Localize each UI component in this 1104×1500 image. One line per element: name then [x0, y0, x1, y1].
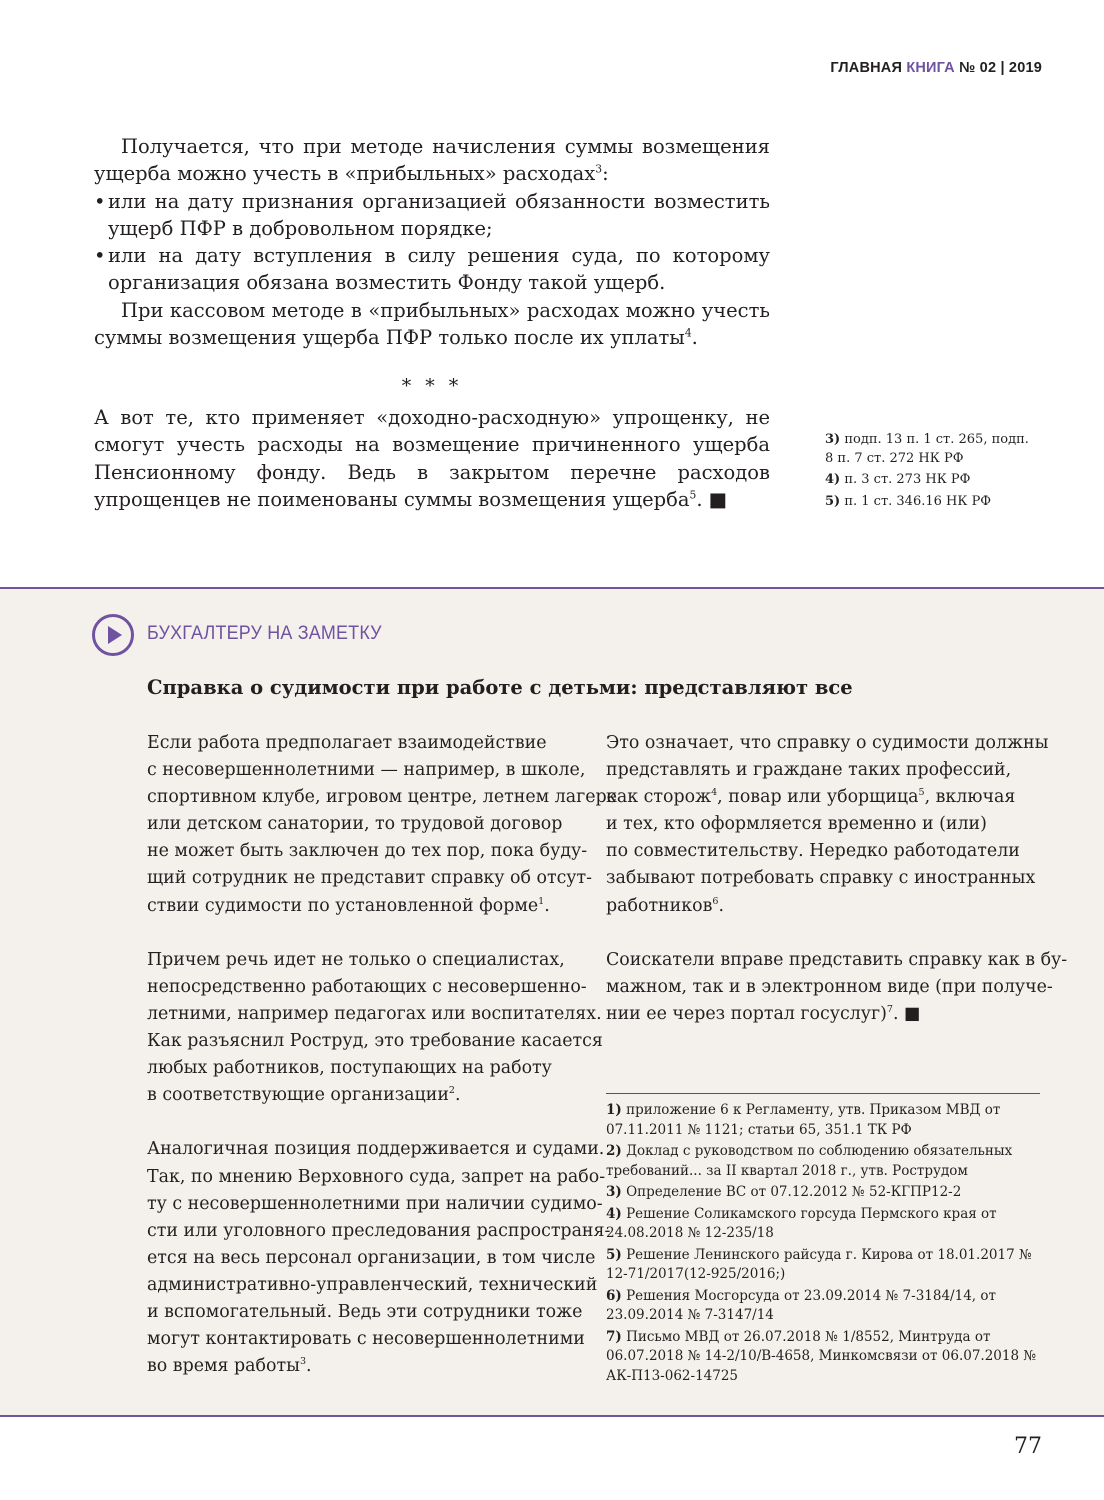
footnote: 3) Определение ВС от 07.12.2012 № 52-КГПР12-2: [606, 1184, 962, 1200]
footnote: 2) Доклад с руководством по соблюдению обязательных требований... за II квартал 2018 г., утв. Рострудом: [606, 1143, 1013, 1179]
section-separator: * * *: [401, 375, 463, 397]
footnote: 1) приложение 6 к Регламенту, утв. Приказом МВД от 07.11.2011 № 1121; статьи 65, 351.1 ТК РФ: [606, 1102, 1001, 1138]
magazine-masthead: [830, 60, 1042, 76]
article-paragraph: Получается, что при методе начисления суммы возмещения ущерба можно учесть в «прибыльных» расходах$^3$:: [94, 135, 770, 186]
footnote-ref: 1: [538, 895, 545, 907]
end-mark: ■: [708, 487, 728, 511]
brand-accent: КНИГА: [906, 60, 955, 76]
footnote-ref: 5: [918, 787, 925, 799]
box-paragraph: Причем речь идет не только о специалистах, непосредственно работающих с несовершенно- летними, например педагогах или воспитателях. Как разъяснил Роструд, это требование касается любых работников, поступающих на работу в соответствующие организации$^2$.: [147, 949, 603, 1106]
footnote: 3) подп. 13 п. 1 ст. 265, подп. 8 п. 7 ст. 272 НК РФ: [825, 432, 1029, 466]
footnote: 4) п. 3 ст. 273 НК РФ: [825, 472, 971, 487]
footnote-ref: 4: [684, 326, 692, 340]
footnote-ref: 3: [595, 162, 603, 176]
footnote-ref: 6: [712, 895, 719, 907]
footnote-ref: 5: [689, 488, 697, 502]
footnote: 4) Решение Соликамского горсуда Пермского края от 24.08.2018 № 12-235/18: [606, 1205, 997, 1241]
box-footnotes: [606, 1101, 1042, 1388]
footnote: 5) Решение Ленинского райсуда г. Кирова от 18.01.2017 № 12-71/2017(12-925/2016;): [606, 1246, 1032, 1282]
footnote-ref: 3: [299, 1356, 307, 1368]
footnote-ref: 2: [448, 1085, 456, 1097]
article-paragraph: А вот те, кто применяет «доходно-расходную» упрощенку, не смогут учесть расходы на возмещение причиненного ущерба Пенсионному фонду. Ведь в закрытом перечне расходов упрощенцев не поименованы суммы возмещения ущерба$^5$. ■: [94, 406, 770, 511]
footnote-divider: [606, 1093, 1040, 1094]
article-body: [94, 133, 770, 351]
box-right-column: [606, 730, 1068, 1055]
play-icon: [92, 614, 134, 656]
box-paragraph: Это означает, что справку о судимости должны представлять и граждане таких профессий, как сторож$^4$, повар или уборщица$^5$, включая и тех, кто оформляется временно и (или) по совместительству. Нередко работодатели забывают потребовать справку с иностранных работников$^6$.: [606, 733, 1049, 916]
issue-number: № 02 | 2019: [959, 60, 1042, 76]
article-paragraph: При кассовом методе в «прибыльных» расходах можно учесть суммы возмещения ущерба ПФР только после их уплаты$^4$.: [94, 298, 770, 350]
bullet-item: • или на дату вступления в силу решения суда, по которому организация обязана возместить Фонду такой ущерб.: [94, 244, 770, 295]
box-title: Справка о судимости при работе с детьми: представляют все: [147, 676, 853, 699]
box-paragraph: Если работа предполагает взаимодействие с несовершеннолетними — например, в школе, спортивном клубе, игровом центре, летнем лагере или детском санатории, то трудовой договор не может быть заключен до тех пор, пока буду- щий сотрудник не представит справку об отсут- ствии судимости по установленной форме$^1$.: [147, 733, 617, 916]
box-left-column: [147, 730, 617, 1407]
brand-name: ГЛАВНАЯ: [830, 60, 903, 76]
bullet-item: • или на дату признания организацией обязанности возместить ущерб ПФР в добровольном порядке;: [94, 189, 770, 240]
box-paragraph: Аналогичная позиция поддерживается и судами. Так, по мнению Верховного суда, запрет на рабо- ту с несовершеннолетними при наличии судимо- сти или уголовного преследования распространя- ется на весь персонал организации, в том числе административно-управленческий, технический и вспомогательный. Ведь эти сотрудники тоже могут контактировать с несовершеннолетними во время работы$^3$.: [147, 1139, 611, 1377]
footnote-ref: 7: [886, 1004, 893, 1016]
footnote-ref: 4: [711, 787, 718, 799]
page-number: 77: [1014, 1434, 1042, 1459]
footnote: 6) Решения Мосгорсуда от 23.09.2014 № 7-3184/14, от 23.09.2014 № 7-3147/14: [606, 1287, 996, 1323]
footnote: 5) п. 1 ст. 346.16 НК РФ: [825, 493, 992, 509]
box-label: БУХГАЛТЕРУ НА ЗАМЕТКУ: [147, 622, 382, 644]
footnote: 7) Письмо МВД от 26.07.2018 № 1/8552, Минтруда от 06.07.2018 № 14-2/10/В-4658, Минкомсвязи от 06.07.2018 № АК-П13-062-14725: [606, 1328, 1037, 1384]
box-paragraph: Соискатели вправе представить справку как в бу- мажном, так и в электронном виде (при получе- нии ее через портал госуслуг)$^7$. ■: [606, 949, 1068, 1024]
side-footnotes: [825, 431, 1040, 514]
